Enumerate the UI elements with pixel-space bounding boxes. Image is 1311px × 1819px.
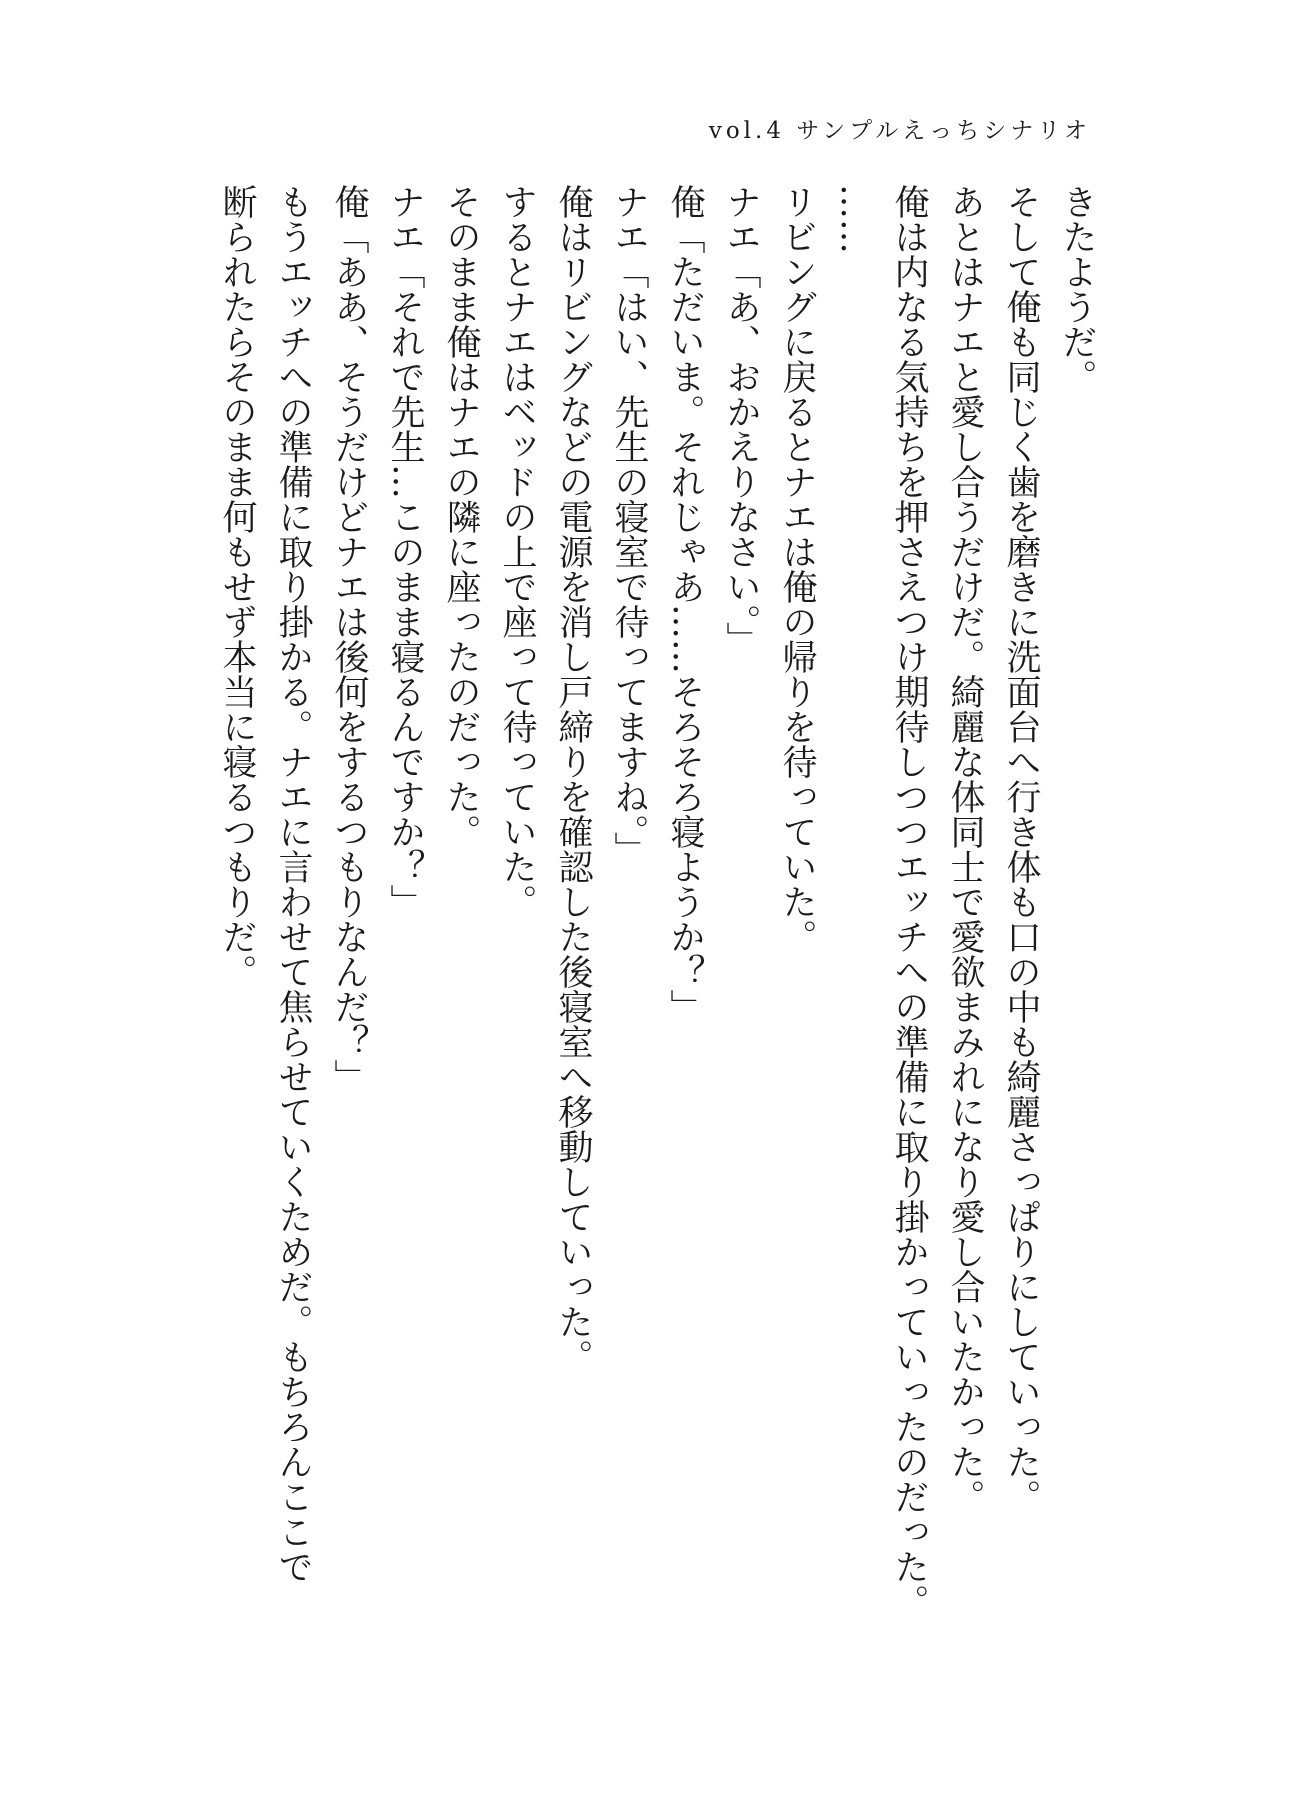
page-header-title: vol.4 サンプルえっちシナリオ [708,118,1091,144]
text-column-4: 俺は内なる気持ちを押さえつけ期待しつつエッチへの準備に取り掛かっていったのだった。 [889,184,929,1619]
text-column-12: そのまま俺はナエの隣に座ったのだった。 [441,184,481,849]
text-column-6: リビングに戻るとナエは俺の帰りを待っていた。 [777,184,817,954]
text-column-8: 俺「ただいま。それじゃあ……そろそろ寝ようか？」 [665,184,705,1024]
text-column-13: ナエ「それで先生…このまま寝るんですか？」 [385,184,425,919]
text-column-3: あとはナエと愛し合うだけだ。綺麗な体同士で愛欲まみれになり愛し合いたかった。 [945,184,985,1514]
text-column-9: ナエ「はい、先生の寝室で待ってますね。」 [609,184,649,867]
text-column-1: きたようだ。 [1057,184,1097,394]
text-column-15: もうエッチへの準備に取り掛かる。ナエに言わせて焦らせていくためだ。もちろんここで [273,184,313,1584]
text-column-14: 俺「ああ、そうだけどナエは後何をするつもりなんだ？」 [329,184,369,1094]
text-column-16: 断られたらそのまま何もせず本当に寝るつもりだ。 [217,184,257,989]
text-column-11: するとナエはベッドの上で座って待っていた。 [497,184,537,919]
text-column-2: そして俺も同じく歯を磨きに洗面台へ行き体も口の中も綺麗さっぱりにしていった。 [1001,184,1041,1514]
text-column-10: 俺はリビングなどの電源を消し戸締りを確認した後寝室へ移動していった。 [553,184,593,1374]
text-column-7: ナエ「あ、おかえりなさい。」 [721,184,761,657]
text-column-5-ellipsis: …… [833,184,873,254]
body-text-block [209,184,1105,1664]
